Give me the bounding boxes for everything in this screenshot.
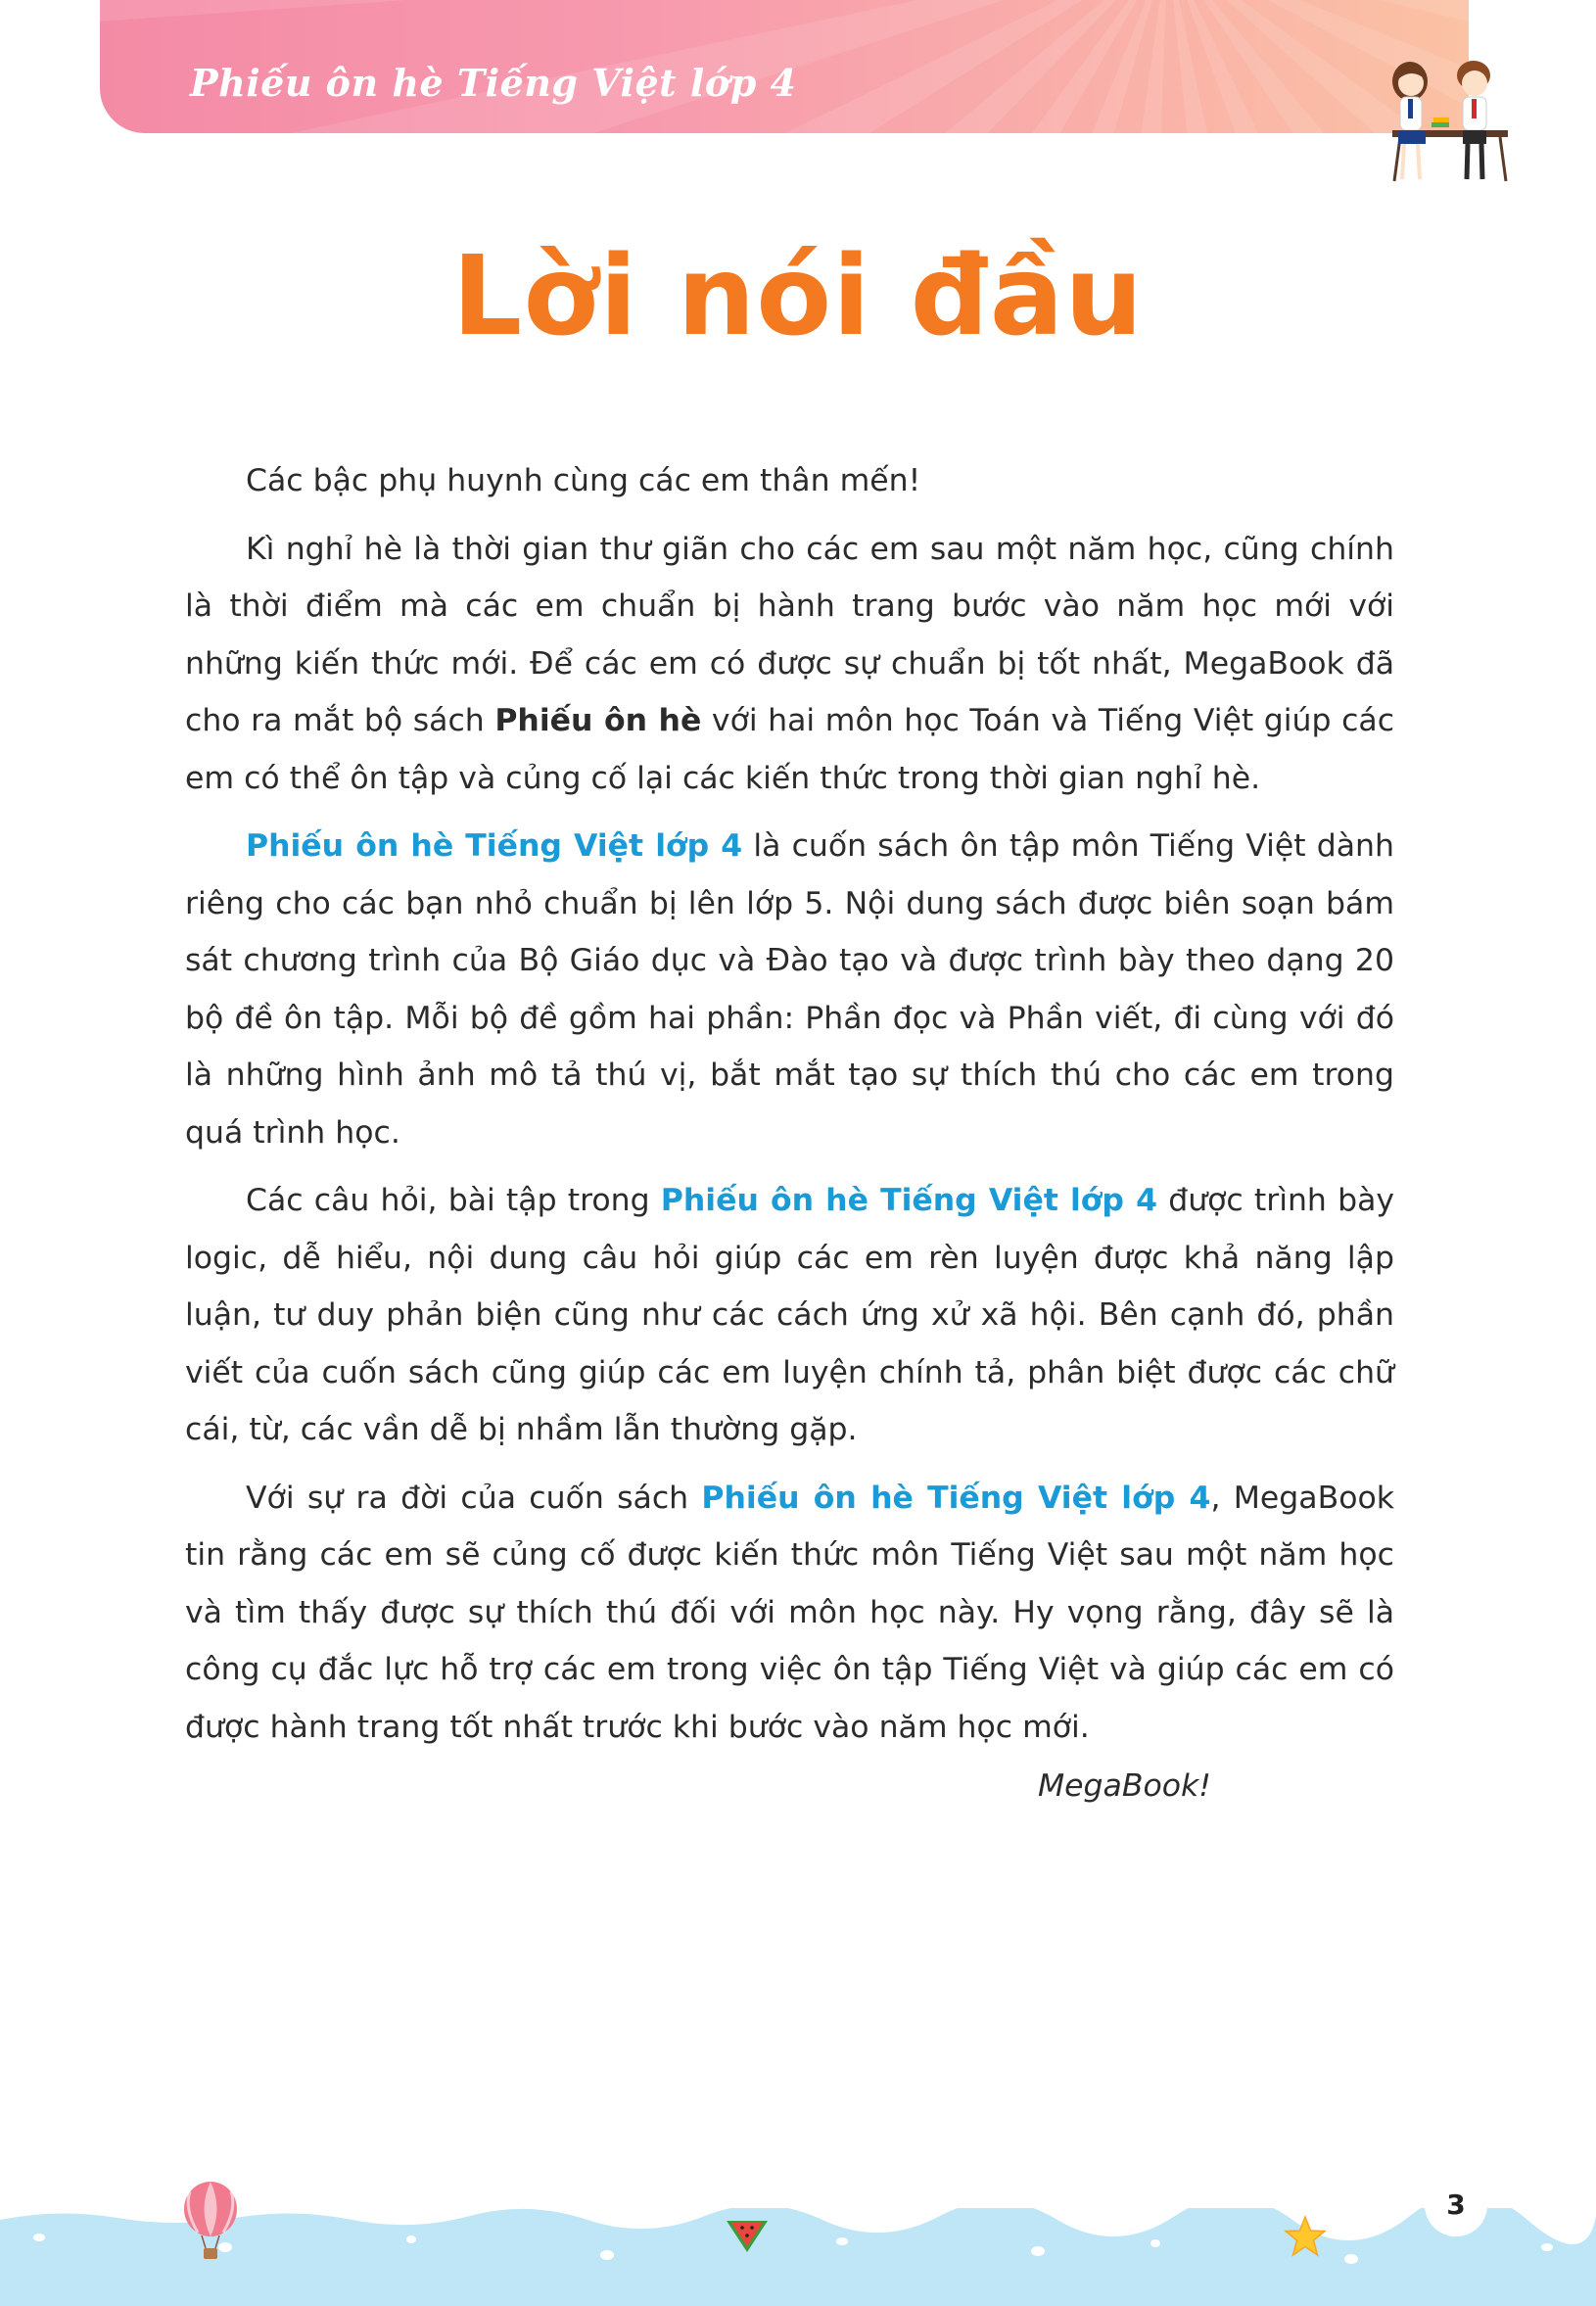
paragraph-4: [185, 1470, 1394, 1757]
paragraph-1-text-b: với hai môn học Toán và Tiếng Việt giúp các em có thể ôn tập và củng cố lại các kiến thức trong thời gian nghỉ hè.: [185, 703, 1395, 796]
preface-body: [185, 452, 1394, 1766]
paragraph-4-text-a: Với sự ra đời của cuốn sách: [246, 1480, 702, 1516]
page-title: Lời nói đầu: [451, 233, 1145, 360]
hot-air-balloon-icon: [176, 2182, 245, 2264]
paragraph-3-text-a: Các câu hỏi, bài tập trong: [246, 1183, 661, 1218]
header-banner: [100, 0, 1469, 133]
paragraph-2-text: là cuốn sách ôn tập môn Tiếng Việt dành riêng cho các bạn nhỏ chuẩn bị lên lớp 5. Nội dung sách được biên soạn bám sát chương trình của Bộ Giáo dục và Đào tạo và được trình bày theo dạng 20 bộ đề ôn tập. Mỗi bộ đề gồm hai phần: Phần đọc và Phần viết, đi cùng với đó là những hình ảnh mô tả thú vị, bắt mắt tạo sự thích thú cho các em trong quá trình học.: [185, 828, 1394, 1151]
paragraph-2: [185, 818, 1394, 1161]
paragraph-3-text-b: được trình bày logic, dễ hiểu, nội dung câu hỏi giúp các em rèn luyện được khả năng lập luận, tư duy phản biện cũng như các cách ứng xử xã hội. Bên cạnh đó, phần viết của cuốn sách cũng giúp các em luyện chính tả, phân biệt được các chữ cái, từ, các vần dễ bị nhầm lẫn thường gặp.: [185, 1183, 1395, 1447]
greeting: Các bậc phụ huynh cùng các em thân mến!: [246, 463, 921, 498]
kids-at-desk-illustration: [1371, 54, 1518, 186]
watermelon-icon: [723, 2215, 772, 2254]
paragraph-4-highlight: Phiếu ôn hè Tiếng Việt lớp 4: [701, 1480, 1211, 1516]
paragraph-1: [185, 521, 1394, 808]
paragraph-3: [185, 1172, 1394, 1459]
paragraph-3-highlight: Phiếu ôn hè Tiếng Việt lớp 4: [660, 1183, 1158, 1218]
paragraph-1-bold: Phiếu ôn hè: [494, 703, 702, 738]
star-icon: [1283, 2215, 1328, 2258]
page-number: 3: [1446, 2188, 1466, 2221]
header-title: Phiếu ôn hè Tiếng Việt lớp 4: [190, 61, 797, 105]
paragraph-2-highlight: Phiếu ôn hè Tiếng Việt lớp 4: [246, 828, 743, 864]
paragraph-1-text-a: Kì nghỉ hè là thời gian thư giãn cho các em sau một năm học, cũng chính là thời điểm mà các em chuẩn bị hành trang bước vào năm học mới với những kiến thức mới. Để các em có được sự chuẩn bị tốt nhất, MegaBook đã cho ra mắt bộ sách: [185, 531, 1394, 738]
signature: MegaBook!: [1038, 1768, 1211, 1804]
paragraph-4-text-b: , MegaBook tin rằng các em sẽ củng cố được kiến thức môn Tiếng Việt sau một năm học và tìm thấy được sự thích thú đối với môn học này. Hy vọng rằng, đây sẽ là công cụ đắc lực hỗ trợ các em trong việc ôn tập Tiếng Việt và giúp các em có được hành trang tốt nhất trước khi bước vào năm học mới.: [185, 1480, 1394, 1745]
